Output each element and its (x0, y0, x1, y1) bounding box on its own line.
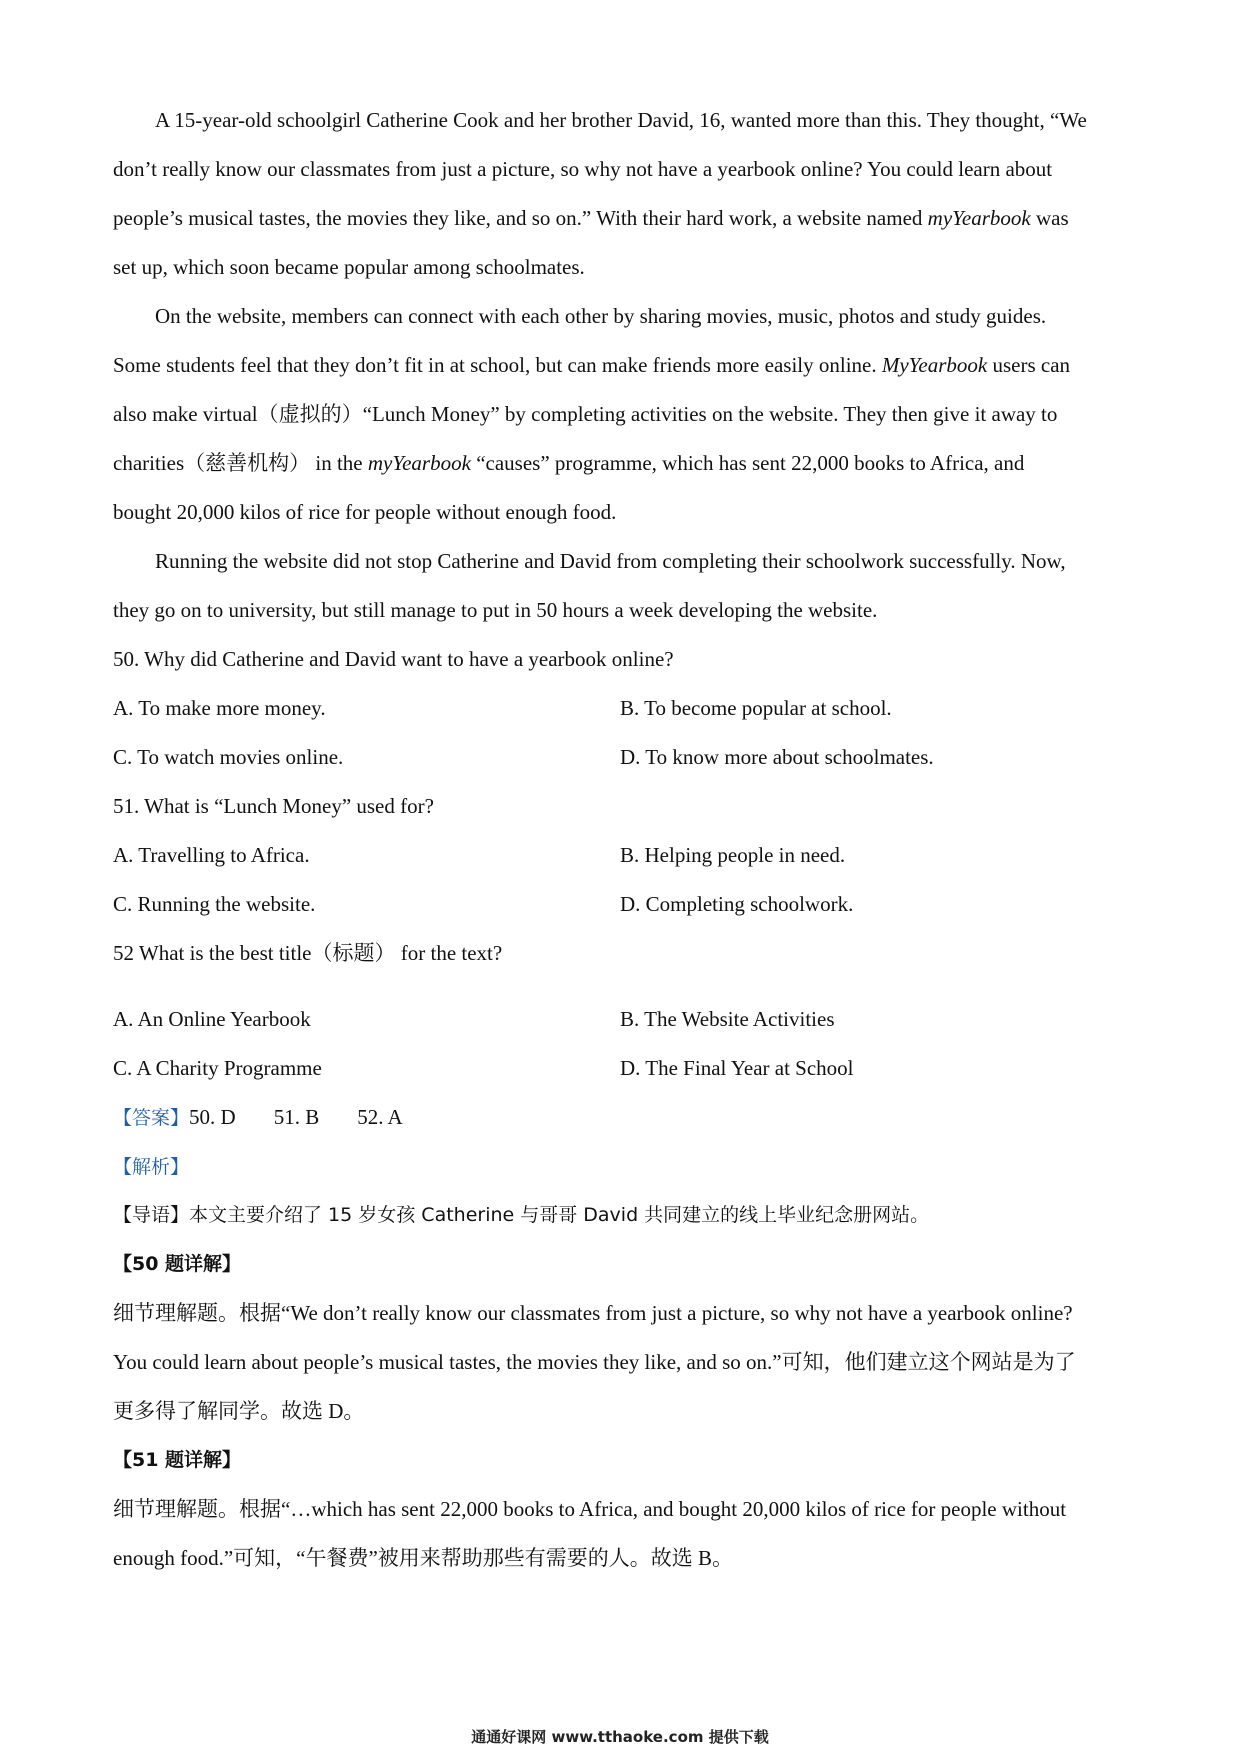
passage-p3-line2: they go on to university, but still manage to put in 50 hours a week developing the website. (113, 598, 878, 622)
spacer (113, 978, 1133, 995)
website-name: myYearbook (367, 451, 471, 475)
answer-tag: 【答案】 (113, 1107, 190, 1129)
option-row (113, 733, 1133, 782)
option-d: D. The Final Year at School (620, 1056, 854, 1080)
question-stem: 51. What is “Lunch Money” used for? (113, 794, 434, 818)
passage-text: users can (987, 353, 1071, 377)
option-b: B. Helping people in need. (620, 843, 846, 867)
passage-text: charities（慈善机构） in the (113, 451, 368, 475)
passage-p2-line1: On the website, members can connect with each other by sharing movies, music, photos and study guides. (155, 304, 1047, 328)
option-c: C. Running the website. (113, 892, 316, 916)
passage-p1-line4: set up, which soon became popular among schoolmates. (113, 255, 585, 279)
answer-line (113, 1093, 1133, 1142)
q50-detail-line1: 细节理解题。根据“We don’t really know our classmates from just a picture, so why not have a yearbook online? (113, 1301, 1073, 1325)
option-row (113, 880, 1133, 929)
question-stem: 50. Why did Catherine and David want to have a yearbook online? (113, 647, 674, 671)
q50-detail-line2: You could learn about people’s musical tastes, the movies they like, and so on.”可知，他们建立这个网站是为了 (113, 1350, 1076, 1374)
q51-detail-line2: enough food.”可知，“午餐费”被用来帮助那些有需要的人。故选 B。 (113, 1546, 734, 1570)
website-name: myYearbook (927, 206, 1031, 230)
answer-item: 50. D (189, 1105, 236, 1129)
passage-p1-line2: don’t really know our classmates from just a picture, so why not have a yearbook online? You could learn about (113, 157, 1053, 181)
passage-text: people’s musical tastes, the movies they like, and so on.” With their hard work, a website named (113, 206, 928, 230)
passage-p2-line5: bought 20,000 kilos of rice for people without enough food. (113, 500, 617, 524)
passage-text: “causes” programme, which has sent 22,000 books to Africa, and (470, 451, 1025, 475)
passage-p2-line3: also make virtual（虚拟的）“Lunch Money” by completing activities on the website. They then give it away to (113, 402, 1058, 426)
passage-p2-line4 (113, 439, 1133, 488)
q51-detail-heading: 【51 题详解】 (113, 1449, 242, 1471)
option-row (113, 684, 1133, 733)
passage-text: was (1030, 206, 1069, 230)
passage-p3-line1: Running the website did not stop Catherine and David from completing their schoolwork successfully. Now, (155, 549, 1066, 573)
passage-p2-line2 (113, 341, 1133, 390)
option-a: A. An Online Yearbook (113, 1007, 311, 1031)
q51-detail-line1: 细节理解题。根据“…which has sent 22,000 books to Africa, and bought 20,000 kilos of rice for people without (113, 1497, 1067, 1521)
option-row (113, 995, 1133, 1044)
option-d: D. To know more about schoolmates. (620, 745, 934, 769)
document-page (113, 96, 1133, 1583)
analysis-tag: 【解析】 (113, 1156, 190, 1178)
option-c: C. To watch movies online. (113, 745, 344, 769)
passage-p1-line1: A 15-year-old schoolgirl Catherine Cook and her brother David, 16, wanted more than this. They thought, “We (155, 108, 1087, 132)
q50-detail-heading: 【50 题详解】 (113, 1253, 242, 1275)
option-a: A. To make more money. (113, 696, 326, 720)
q50-detail-line3: 更多得了解同学。故选 D。 (113, 1399, 365, 1423)
option-row (113, 1044, 1133, 1093)
passage-text: Some students feel that they don’t fit in at school, but can make friends more easily online. (113, 353, 882, 377)
website-name: MyYearbook (881, 353, 988, 377)
option-a: A. Travelling to Africa. (113, 843, 310, 867)
option-d: D. Completing schoolwork. (620, 892, 854, 916)
option-b: B. The Website Activities (620, 1007, 835, 1031)
answer-item: 52. A (357, 1105, 403, 1129)
option-b: B. To become popular at school. (620, 696, 892, 720)
passage-p1-line3 (113, 194, 1133, 243)
option-row (113, 831, 1133, 880)
analysis-intro: 【导语】本文主要介绍了 15 岁女孩 Catherine 与哥哥 David 共同建立的线上毕业纪念册网站。 (113, 1204, 930, 1226)
page-footer: 通通好课网 www.tthaoke.com 提供下载 (471, 1728, 769, 1746)
option-c: C. A Charity Programme (113, 1056, 322, 1080)
answer-item: 51. B (273, 1105, 320, 1129)
question-stem: 52 What is the best title（标题） for the text? (113, 941, 503, 965)
analysis-line (113, 1142, 1133, 1191)
